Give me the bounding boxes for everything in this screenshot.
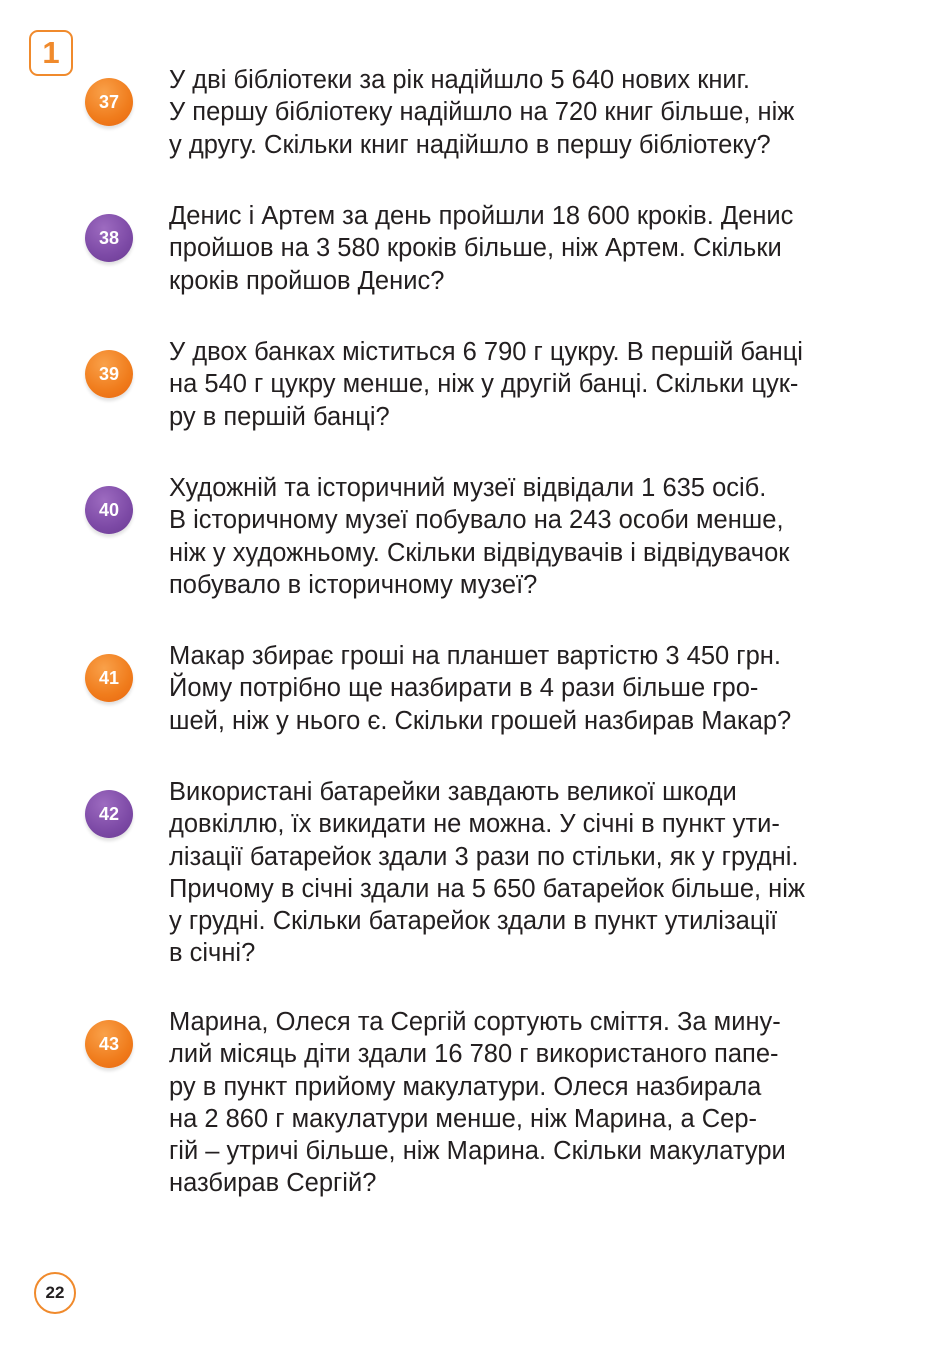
problem-text-line: лізації батарейок здали 3 рази по стільки, як у грудні.: [169, 842, 799, 871]
problem-text: [169, 472, 850, 601]
problem-number-badge: 38: [85, 214, 133, 262]
problem-text-line: У дві бібліотеки за рік надійшло 5 640 нових книг.: [169, 66, 750, 94]
problem-text-line: Причому в січні здали на 5 650 батарейок більше, ніж: [169, 874, 805, 903]
problem-text-line: ніж у художньому. Скільки відвідувачів і відвідувачок: [169, 538, 790, 567]
problem-text-line: побувало в історичному музеї?: [169, 570, 538, 599]
problem-text-line: у другу. Скільки книг надійшло в першу бібліотеку?: [169, 130, 771, 159]
problem-number-badge: 41: [85, 654, 133, 702]
problem-text-line: довкіллю, їх викидати не можна. У січні в пункт ути-: [169, 810, 780, 839]
problem-text-line: в січні?: [169, 939, 256, 968]
problem-text-line: ру в першій банці?: [169, 402, 390, 431]
problem-text-line: У двох банках міститься 6 790 г цукру. В першій банці: [169, 338, 803, 366]
problem-text-line: Денис і Артем за день пройшли 18 600 кроків. Денис: [169, 202, 794, 230]
problem-text-line: Художній та історичний музеї відвідали 1 635 осіб.: [169, 474, 767, 502]
problem-text: [169, 336, 850, 433]
problem-text-line: Марина, Олеся та Сергій сортують сміття. За мину-: [169, 1008, 781, 1036]
problem-text-line: гій – утричі більше, ніж Марина. Скільки макулатури: [169, 1137, 786, 1166]
problem-number-badge: 39: [85, 350, 133, 398]
problem-text: [169, 200, 850, 297]
problem-text-line: В історичному музеї побувало на 243 особи менше,: [169, 506, 784, 535]
problem-text-line: пройшов на 3 580 кроків більше, ніж Артем. Скільки: [169, 234, 782, 263]
problem-text: [169, 776, 850, 970]
problem-text-line: на 540 г цукру менше, ніж у другій банці. Скільки цук-: [169, 370, 799, 399]
problem-text-line: Йому потрібно ще назбирати в 4 рази більше гро-: [169, 674, 759, 703]
problem-number-badge: 37: [85, 78, 133, 126]
problem-number-badge: 40: [85, 486, 133, 534]
problem-text-line: ру в пункт прийому макулатури. Олеся назбирала: [169, 1072, 762, 1101]
problem-text-line: у грудні. Скільки батарейок здали в пункт утилізації: [169, 907, 778, 936]
problem-text-line: шей, ніж у нього є. Скільки грошей назбирав Макар?: [169, 706, 792, 735]
problem-text-line: назбирав Сергій?: [169, 1169, 377, 1198]
page-number: 22: [34, 1272, 76, 1314]
problem-number-badge: 42: [85, 790, 133, 838]
chapter-badge: 1: [29, 30, 73, 76]
problem-text: [169, 1006, 850, 1200]
problem-text-line: Використані батарейки завдають великої шкоди: [169, 778, 737, 806]
problem-text-line: на 2 860 г макулатури менше, ніж Марина, а Сер-: [169, 1104, 758, 1133]
problem-text-line: кроків пройшов Денис?: [169, 266, 445, 295]
problem-text-line: лий місяць діти здали 16 780 г використаного папе-: [169, 1040, 779, 1069]
problem-text: [169, 64, 850, 161]
problem-text: [169, 640, 850, 737]
problem-text-line: У першу бібліотеку надійшло на 720 книг більше, ніж: [169, 98, 795, 127]
problem-text-line: Макар збирає гроші на планшет вартістю 3 450 грн.: [169, 642, 781, 670]
problem-number-badge: 43: [85, 1020, 133, 1068]
